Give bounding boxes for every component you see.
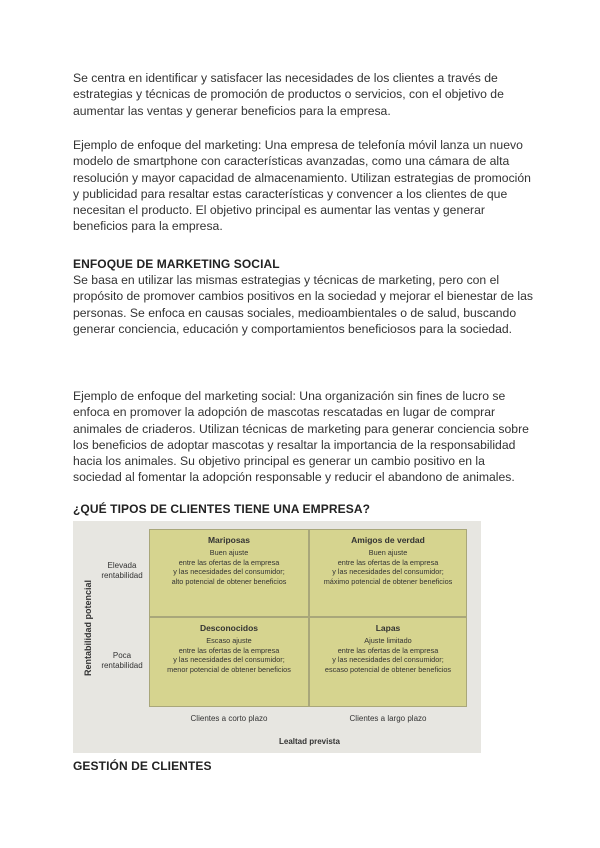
col-label-long-term: Clientes a largo plazo [349,714,427,723]
y-axis-label: Rentabilidad potencial [83,579,93,677]
x-axis-label: Lealtad prevista [279,737,340,746]
marketing-social-paragraph: Se basa en utilizar las mismas estrategias y técnicas de marketing, pero con el propósito de promover cambios positivos en la sociedad y mejorar el bienestar de las personas. Se enfoca en causas sociales, medioambientales o de salud, buscando generar conciencia, educación y comportamientos beneficiosos para la sociedad. [73,273,533,336]
heading-marketing-social: ENFOQUE DE MARKETING SOCIAL [73,257,280,271]
heading-tipos-clientes: ¿QUÉ TIPOS DE CLIENTES TIENE UNA EMPRESA? [73,502,371,516]
heading-gestion-clientes: GESTIÓN DE CLIENTES [73,759,212,773]
cell-lapas [309,617,467,707]
cell-title: Mariposas [207,535,251,545]
cell-title: Lapas [375,623,401,633]
marketing-example-paragraph: Ejemplo de enfoque del marketing: Una empresa de telefonía móvil lanza un nuevo modelo de smartphone con características avanzadas, como una cámara de alta resolución y mayor capacidad de almacenamiento. Utilizan estrategias de promoción y publicidad para resaltar estas características y convencer a los clientes de que necesitan el producto. El objetivo principal es aumentar las ventas y generar beneficios para la empresa. [73,138,531,234]
marketing-social-example-paragraph: Ejemplo de enfoque del marketing social: Una organización sin fines de lucro se enfoca en promover la adopción de mascotas rescatadas en lugar de comprar animales de criaderos. Utilizan técnicas de marketing para generar conciencia sobre los beneficios de adoptar mascotas y resaltar la importancia de la responsabilidad hacia los animales. Su objetivo principal es generar un cambio positivo en la sociedad al fomentar la adopción responsable y reducir el abandono de animales. [73,389,529,485]
cell-description: Buen ajuste entre las ofertas de la empresa y las necesidades del consumidor; máximo potencial de obtener beneficios [323,548,453,586]
cell-desconocidos [149,617,309,707]
intro-paragraph: Se centra en identificar y satisfacer las necesidades de los clientes a través de estrategias y técnicas de promoción de productos o servicios, con el objetivo de aumentar las ventas y generar beneficios para la empresa. [73,71,504,118]
cell-title: Desconocidos [199,623,259,633]
row-label-low: Poca rentabilidad [101,651,143,670]
row-label-high: Elevada rentabilidad [101,561,143,580]
cell-description: Ajuste limitado entre las ofertas de la empresa y las necesidades del consumidor; escaso potencial de obtener beneficios [324,636,452,674]
col-label-short-term: Clientes a corto plazo [190,714,268,723]
cell-title: Amigos de verdad [351,535,425,545]
cell-description: Escaso ajuste entre las ofertas de la empresa y las necesidades del consumidor; menor potencial de obtener beneficios [167,636,291,674]
cell-mariposas [149,529,309,617]
customer-matrix-figure [73,521,481,753]
cell-amigos-de-verdad [309,529,467,617]
cell-description: Buen ajuste entre las ofertas de la empresa y las necesidades del consumidor; alto potencial de obtener beneficios [171,548,287,586]
